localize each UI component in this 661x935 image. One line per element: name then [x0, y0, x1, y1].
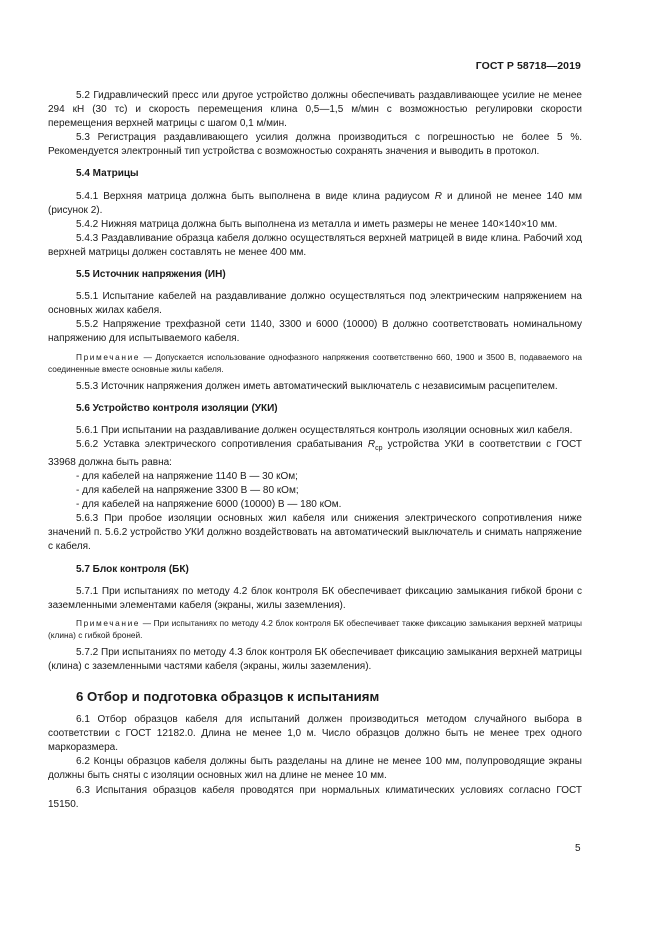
section-heading-5-4: 5.4 Матрицы — [76, 168, 139, 180]
paragraph-5-6-2: 5.6.2 Уставка электрического сопротивления срабатывания $R_{ср}$ устройства УКИ в соответствии с ГОСТ 33968 должна быть равна: — [48, 438, 582, 468]
paragraph-6-3: 6.3 Испытания образцов кабеля проводятся при нормальных климатических условиях согласно ГОСТ 15150. — [48, 784, 582, 810]
section-heading-6: 6 Отбор и подготовка образцов к испытаниям — [76, 689, 380, 704]
paragraph-5-4-3: 5.4.3 Раздавливание образца кабеля должно осуществляться верхней матрицей в виде клина. Рабочий ход верхней матрицы должен составлять не менее 400 мм. — [48, 232, 582, 258]
note-text: — При испытаниях по методу 4.2 блок контроля БК обеспечивает также фиксацию замыкания верхней матрицы (клина) с гибкой броней. — [48, 617, 582, 640]
paragraph-5-4-1: 5.4.1 Верхняя матрица должна быть выполнена в виде клина радиусом R и длиной не менее 140 мм (рисунок 2). — [48, 190, 582, 216]
section-heading-5-7: 5.7 Блок контроля (БК) — [76, 563, 189, 575]
list-item: - для кабелей на напряжение 6000 (10000) В — 180 кОм. — [76, 499, 342, 511]
note-text: — Допускается использование однофазного напряжения соответственно 660, 1900 и 3500 В, подаваемого на соединенные вместе основные жилы кабеля. — [48, 351, 582, 374]
paragraph-6-1: 6.1 Отбор образцов кабеля для испытаний должен производиться методом случайного выбора в соответствии с ГОСТ 12182.0. Длина не менее 1,0 м. Число образцов должно быть не менее трех одного маркоразмера. — [48, 714, 582, 754]
document-code: ГОСТ Р 58718—2019 — [475, 60, 581, 72]
paragraph-5-6-1: 5.6.1 При испытании на раздавливание должен осуществляться контроль изоляции основных жил кабеля. — [76, 424, 573, 436]
paragraph-5-7-2: 5.7.2 При испытаниях по методу 4.3 блок контроля БК обеспечивает фиксацию замыкания верхней матрицы (клина) с заземленными частями кабеля (экраны, жилы заземления). — [48, 646, 582, 672]
paragraph-5-3: 5.3 Регистрация раздавливающего усилия должна производиться с погрешностью не более 5 %. Рекомендуется электронный тип устройства с возможностью сохранять значения и выводить в протокол. — [48, 132, 582, 158]
note-label: Примечание — [76, 617, 141, 628]
paragraph-5-5-3: 5.5.3 Источник напряжения должен иметь автоматический выключатель с независимым расцепителем. — [76, 380, 558, 392]
paragraph-5-5-1: 5.5.1 Испытание кабелей на раздавливание должно осуществляться под электрическим напряжением на основных жилах кабеля. — [48, 291, 582, 317]
note-label: Примечание — [76, 351, 141, 362]
section-heading-5-5: 5.5 Источник напряжения (ИН) — [76, 269, 226, 281]
paragraph-5-5-2: 5.5.2 Напряжение трехфазной сети 1140, 3300 и 6000 (10000) В должно соответствовать номинальному напряжению для испытываемого кабеля. — [48, 319, 582, 345]
paragraph-5-2: 5.2 Гидравлический пресс или другое устройство должны обеспечивать раздавливающее усилие не менее 294 кН (30 тс) и скорость перемещения клина 0,5—1,5 м/мин с возможностью регулировки скорости перемещения верхней матрицы с шагом 0,1 м/мин. — [48, 90, 582, 130]
paragraph-5-7-1: 5.7.1 При испытаниях по методу 4.2 блок контроля БК обеспечивает фиксацию замыкания гибкой брони с заземленными элементами кабеля (экраны, жилы заземления). — [48, 585, 582, 611]
paragraph-6-2: 6.2 Концы образцов кабеля должны быть разделаны на длине не менее 100 мм, полупроводящие экраны должны быть сняты с изоляции основных жил на длине не менее 10 мм. — [48, 756, 582, 782]
note-5-7 — [48, 617, 582, 641]
note-5-5 — [48, 351, 582, 375]
list-item: - для кабелей на напряжение 3300 В — 80 кОм; — [76, 485, 299, 497]
document-body — [48, 89, 582, 812]
section-heading-5-6: 5.6 Устройство контроля изоляции (УКИ) — [76, 402, 278, 414]
list-item: - для кабелей на напряжение 1140 В — 30 кОм; — [76, 470, 298, 482]
paragraph-5-6-3: 5.6.3 При пробое изоляции основных жил кабеля или снижения электрического сопротивления ниже значений п. 5.6.2 устройство УКИ должно воздействовать на автоматический выключатель и снимать напряжение с кабеля. — [48, 513, 582, 553]
paragraph-5-4-2: 5.4.2 Нижняя матрица должна быть выполнена из металла и иметь размеры не менее 140×140×10 мм. — [76, 218, 558, 230]
page-number: 5 — [575, 843, 581, 854]
